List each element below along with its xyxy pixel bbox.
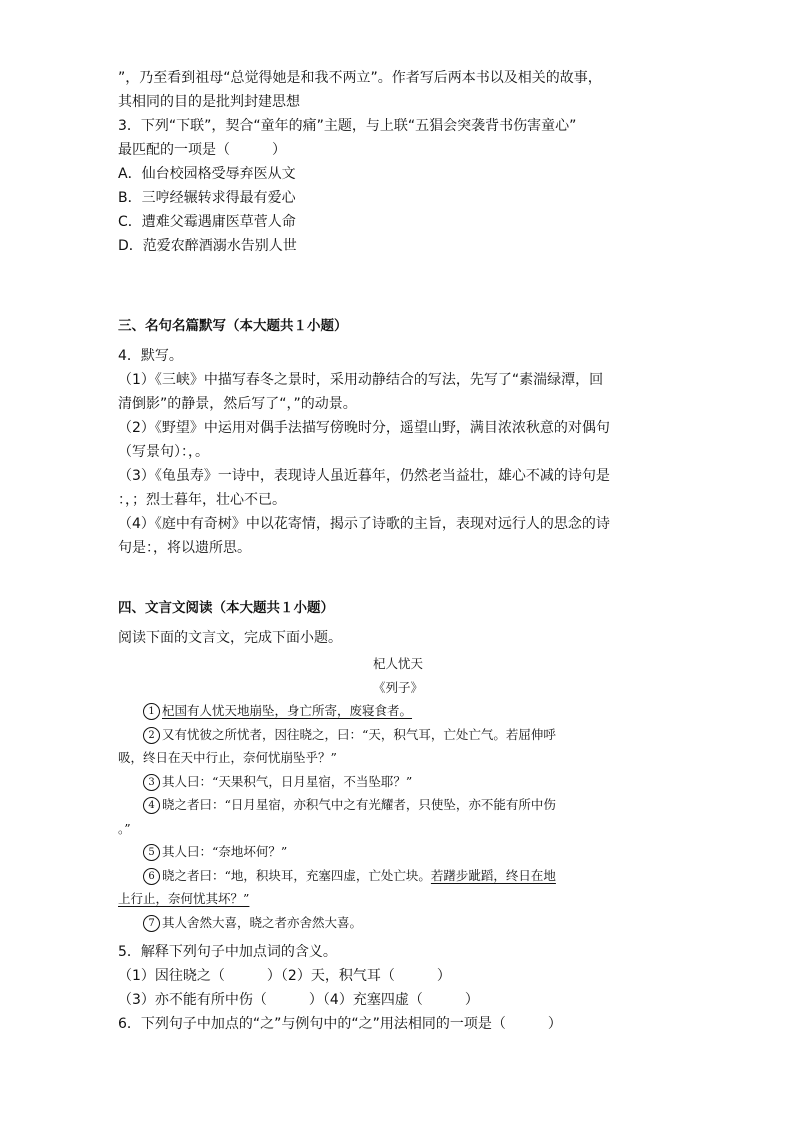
paragraph-number: 7 [143, 915, 160, 932]
paragraph-2-cont: 吸，终日在天中行止，奈何忧崩坠乎？” [118, 750, 337, 765]
paragraph-6 [118, 864, 678, 888]
paragraph-number: 3 [143, 774, 160, 791]
section-3 [118, 314, 678, 338]
question-5 [118, 940, 678, 1036]
paragraph-2 [118, 723, 678, 747]
paragraph-text: 晓之者曰：“地，积块耳，充塞四虚，亡处亡块。 [162, 867, 431, 883]
text-line: ”，乃至看到祖母“总觉得她是和我不两立”。作者写后两本书以及相关的故事， [118, 70, 602, 86]
text-line: （4）《庭中有奇树》中以花寄情，揭示了诗歌的主旨，表现对远行人的思念的诗 [118, 516, 610, 532]
underlined-text: 上行止，奈何忧其坏？” [118, 891, 250, 906]
instruction: 阅读下面的文言文，完成下面小题。 [118, 630, 342, 646]
question-stem: 5．解释下列句子中加点词的含义。 [118, 944, 337, 960]
paragraph-text: 其人曰：“天果积气，日月星宿，不当坠耶？” [162, 773, 413, 789]
option-d: D．范爱农醉酒溺水告别人世 [118, 238, 297, 254]
text-line: ：，；烈士暮年，壮心不已。 [118, 492, 286, 508]
paragraph-text: 其人曰：“奈地坏何？” [162, 844, 288, 859]
question-stem: 4．默写。 [118, 348, 183, 364]
section-heading: 三、名句名篇默写（本大题共１小题） [118, 318, 348, 334]
paragraph-text: 其人舍然大喜，晓之者亦舍然大喜。 [162, 914, 363, 930]
section-heading: 四、文言文阅读（本大题共１小题） [118, 600, 334, 616]
paragraph-1 [118, 699, 678, 723]
question-3 [118, 114, 678, 258]
paragraph-text: 晓之者曰：“日月星宿，亦积气中之有光耀者，只使坠，亦不能有所中伤 [162, 797, 556, 812]
continued-answer [118, 66, 678, 114]
text-line: （3）《龟虽寿》一诗中，表现诗人虽近暮年，仍然老当益壮，雄心不减的诗句是 [118, 468, 610, 484]
text-line: （写景句）：，。 [118, 444, 209, 460]
paragraph-number: 4 [143, 797, 160, 814]
text-line: （1）因往晓之（ ）（2）天，积气耳（ ） [118, 968, 451, 984]
paragraph-6-cont [118, 887, 678, 911]
paragraph-number: 1 [143, 703, 160, 720]
option-b: B．三哼经辗转求得最有爱心 [118, 190, 296, 206]
paragraph-number: 2 [143, 727, 160, 744]
underlined-text: 若躇步跐蹈，终日在地 [430, 867, 556, 883]
option-c: C．遭难父霉遇庸医草菅人命 [118, 214, 296, 230]
text-line: 清倒影”的静景，然后写了“，”的动景。 [118, 396, 357, 412]
paragraph-text: 又有忧彼之所忧者，因往晓之，曰：“天，积气耳，亡处亡气。若屈伸呼 [162, 726, 556, 742]
option-a: A．仙台校园格受辱弃医从文 [118, 166, 296, 182]
paragraph-7 [118, 911, 678, 935]
paragraph-4-cont: 。” [118, 820, 131, 836]
paragraph-4 [118, 793, 678, 817]
classical-passage [118, 652, 678, 934]
text-line: （1）《三峡》中描写春冬之景时，采用动静结合的写法，先写了“素湍绿潭，回 [118, 372, 604, 388]
question-stem: 3．下列“下联”，契合“童年的痛”主题，与上联“五猖会突袭背书伤害童心” [118, 118, 577, 134]
text-line: （3）亦不能有所中伤（ ）（4）充塞四虚（ ） [118, 992, 479, 1008]
question-stem: 最匹配的一项是（ ） [118, 142, 286, 158]
passage-title: 杞人忧天 [372, 656, 423, 671]
paragraph-3 [118, 770, 678, 794]
passage-author: 《列子》 [372, 679, 423, 695]
text-line: 其相同的目的是批判封建思想 [118, 94, 300, 110]
paragraph-text: 杞国有人忧天地崩坠，身亡所寄，废寝食者。 [162, 703, 413, 718]
reading-intro [118, 626, 678, 650]
paragraph-5 [118, 840, 678, 864]
section-4 [118, 596, 678, 620]
question-4 [118, 344, 678, 560]
paragraph-number: 6 [143, 868, 160, 885]
text-line: （2）《野望》中运用对偶手法描写傍晚时分，遥望山野，满目浓浓秋意的对偶句 [118, 420, 610, 436]
text-line: 句是：，将以遗所思。 [118, 540, 251, 556]
question-6-stem: 6．下列句子中加点的“之”与例句中的“之”用法相同的一项是（ ） [118, 1016, 562, 1032]
paragraph-number: 5 [143, 844, 160, 861]
